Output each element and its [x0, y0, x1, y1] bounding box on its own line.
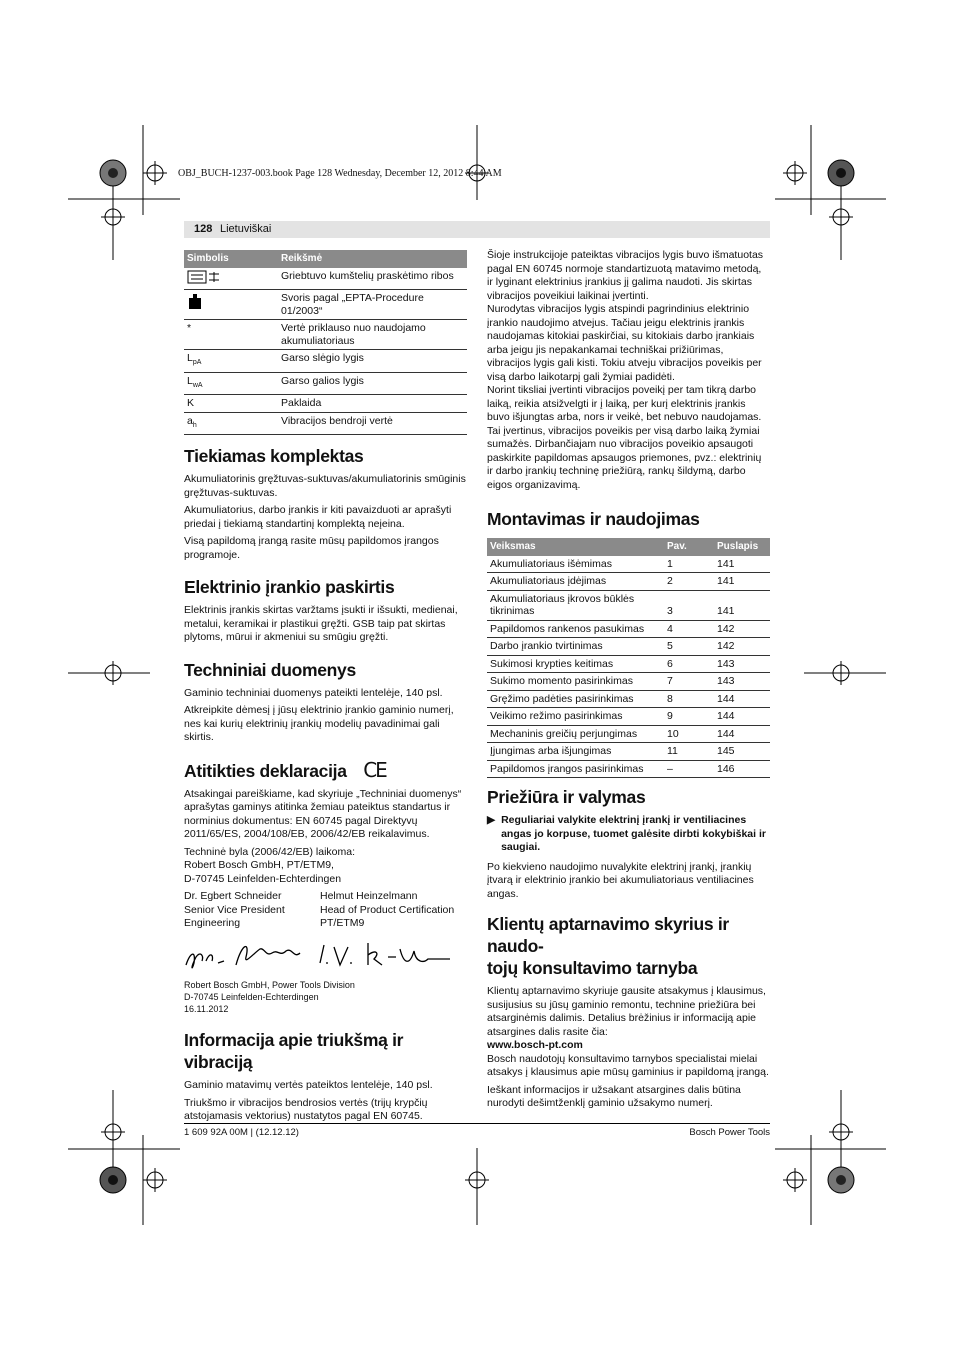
- section-triuksmas: Informacija apie triukšmą ir vibraciją Gaminio matavimų vertės pateiktos lentelėje, 140 psl. Triukšmo ir vibracijos bendrosios vertės (trijų krypčių atstojamasis vektorius) nustatytos pagal EN 60745.: [184, 1029, 467, 1124]
- table-row: Darbo įrankio tvirtinimas 5 142: [487, 638, 770, 656]
- print-header: OBJ_BUCH-1237-003.book Page 128 Wednesday, December 12, 2012 8:44 AM: [178, 168, 502, 179]
- table-row: Papildomos rankenos pasukimas 4 142: [487, 620, 770, 638]
- table-row: Mechaninis greičių perjungimas 10 144: [487, 725, 770, 743]
- table-row: Akumuliatoriaus įdėjimas 2 141: [487, 573, 770, 591]
- arrow-right-icon: ▶: [487, 814, 496, 826]
- section-tiekiamas: Tiekiamas komplektas Akumuliatorinis gręžtuvas-suktuvas/akumuliatorinis smūginis gręžtuvas-suktuvas. Akumuliatorius, darbo įrankis ir kiti pavaizduoti ar aprašyti priedai į tiekiamą standartinį komplektą neįeina. Visą papildomą įrangą rasite mūsų papildomos įrangos programoje.: [184, 446, 466, 561]
- table-header: Simbolis: [184, 250, 278, 268]
- footer-rule: [184, 1123, 770, 1124]
- chuck-jaw-icon: [187, 270, 221, 284]
- section-title: Elektrinio įrankio paskirtis: [184, 577, 395, 598]
- section-title: Montavimas ir naudojimas: [487, 509, 700, 529]
- section-title: Klientų aptarnavimo skyrius ir naudo- tojų konsultavimo tarnyba: [487, 914, 729, 978]
- section-klientu: Klientų aptarnavimo skyrius ir naudo- tojų konsultavimo tarnyba Klientų aptarnavimo skyriuje gausite atsakymus į klausimus, susijusius su jūsų gaminio remontu, technine priežiūra bei atsarginėmis dalimis. Detalius brėžinius ir informaciją apie atsargines dalis rasite čia: www.bosch-pt.com Bosch naudotojų konsultavimo tarnybos specialistai mielai atsakys į klausimus apie mūsų gaminius ir papildomą įrangą. Ieškant informacijos ir užsakant atsargines dalis būtina nurodyti dešimtženklį gaminio užsakymo numerį.: [487, 914, 769, 1109]
- table-row: * Vertė priklauso nuo naudojamo akumuliatoriaus: [184, 320, 467, 350]
- ce-mark-icon: CE: [363, 757, 386, 782]
- table-row: Svoris pagal „EPTA-Procedure 01/2003“: [184, 290, 467, 320]
- footer-right: Bosch Power Tools: [689, 1127, 770, 1138]
- section-atitikties: Atitikties deklaracija CE Atsakingai pareiškiame, kad skyriuje „Techniniai duomenys“ aprašytas gaminys atitinka žemiau pateiktus standartus ir norminius dokumentus: EN 60745 pagal Direktyvų 2011/65/ES, 2004/108/EB, 2006/42/EB reikalavimus. Techninė byla (2006/42/EB) laikoma: Robert Bosch GmbH, PT/ETM9, D-70745 Leinfelden-Echterdingen Dr. Egbert Schneider Senior Vice President Engineering Helmut Heinzelmann Head of Product Certification PT/ETM9 Robert Bosch GmbH, Power Tools Division D-70745 Leinfelden-Echterdingen 16.11.2012: [184, 759, 467, 1016]
- section-title: Techniniai duomenys: [184, 659, 356, 680]
- section-title: Informacija apie triukšmą ir vibraciją: [184, 1030, 404, 1073]
- page-number: 128: [194, 223, 213, 235]
- table-row: Įjungimas arba išjungimas 11 145: [487, 743, 770, 761]
- website-link[interactable]: www.bosch-pt.com: [487, 1039, 583, 1051]
- table-row: Akumuliatoriaus įkrovos būklės tikrinimas 3 141: [487, 590, 770, 620]
- symbol-table: [184, 250, 467, 435]
- table-header: Reikšmė: [278, 250, 467, 268]
- table-row: Papildomos įrangos pasirinkimas – 146: [487, 760, 770, 778]
- operations-table: [487, 538, 770, 778]
- table-header: Puslapis: [714, 538, 770, 556]
- section-title: Tiekiamas komplektas: [184, 446, 364, 467]
- section-prieziura: Priežiūra ir valymas ▶ Reguliariai valykite elektrinį įrankį ir ventiliacines angas jo korpuse, tuomet galėsite dirbti kokybiškai ir saugiai. Po kiekvieno naudojimo nuvalykite elektrinį įrankį, įrankių įtvarą ir elektrinio įrankio bei akumuliatoriaus ventiliacines angas.: [487, 786, 770, 901]
- section-techniniai: Techniniai duomenys Gaminio techniniai duomenys pateikti lentelėje, 140 psl. Atkreipkite dėmesį į jūsų elektrinio įrankio gaminio numerį, nes kai kurių elektrinių įrankių modelių pavadinimai gali skirtis.: [184, 659, 467, 745]
- table-row: Akumuliatoriaus išėmimas 1 141: [487, 556, 770, 573]
- section-title: Priežiūra ir valymas: [487, 787, 646, 807]
- table-row: $L_{wA}$ Garso galios lygis: [184, 372, 467, 395]
- section-title: Atitikties deklaracija CE: [184, 757, 386, 782]
- table-row: Griebtuvo kumštelių praskėtimo ribos: [184, 268, 467, 290]
- page-header-bar: [184, 221, 770, 238]
- table-header: Veiksmas: [487, 538, 664, 556]
- signatures-icon: [184, 935, 454, 975]
- right-column: Šioje instrukcijoje pateiktas vibracijos lygis buvo išmatuotas pagal EN 60745 normoje standartizuotą matavimo metodą, ir lyginant elektrinius įrankius jį galima naudoti. Jis skirtas vibracijos poveikiui laikinai įvertinti. Nurodytas vibracijos lygis atspindi pagrindinius elektrinio įrankio naudojimo atvejus. Tačiau jeigu elektrinis įrankis naudojamas kitokiai paskirčiai, su kitokiais darbo įrankiais arba jeigu jis nepakankamai techniškai prižiūrimas, vibracijos lygis gali kisti. Tokiu atveju vibracijos poveikis per visą darbo laikotarpį gali žymiai padidėti. Norint tiksliai įvertinti vibracijos poveikį per tam tikrą darbo laiką, reikia atsižvelgti ir į laiką, per kurį elektrinis įrankis buvo išjungtas arba, nors ir veikė, bet nebuvo naudojamas. Tai įvertinus, vibracijos poveikis per visą darbo laiką žymiai sumažės. Dirbančiajam nuo vibracijos poveikio apsaugoti paskirkite papildomas apsaugos priemones, pvz.: elektrinių ir darbo įrankių techninę priežiūrą, rankų šildymą, darbo eigos organizavimą. Montavimas ir naudojimas Veiksmas Pav. Puslapis Akumuliatoriaus išėmimas 1 141 Akumuliatoriaus įdėjimas 2 141 Akumuliatoriaus įkrovos būklės tikrinimas 3 141 Papildomos rankenos pasukimas 4 142 Darbo įrankio tvirtinimas 5 142 Sukimosi krypties keitimas 6 143 Sukimo momento pasirinkimas 7 143 Gręžimo padėties pasirinkimas 8 144 Veikimo režimo pasirinkimas 9 144 Mechaninis greičių perjungimas 10 144 Įjungimas arba išjungimas 11 145 Papildomos įrangos pasirinkimas – 146 Priežiūra ir valymas ▶ Reguliariai valykite elektrinį įrankį ir ventiliacines angas jo korpuse, tuomet galėsite dirbti kokybiškai ir saugiai. Po kiekvieno naudojimo nuvalykite elektrinį įrankį, įrankių įtvarą ir elektrinio įrankio bei akumuliatoriaus ventiliacines angas. Klientų aptarnavimo skyrius ir naudo- tojų konsultavimo tarnyba Klientų aptarnavimo skyriuje gausite atsakymus į klausimus, susijusius su jūsų gaminio remontu, technine priežiūra bei atsarginėmis dalimis. Detalius brėžinius ir informaciją apie atsargines dalis rasite čia: www.bosch-pt.com Bosch naudotojų konsultavimo tarnybos specialistai mielai atsakys į klausimus apie mūsų gaminius ir papildomą įrangą. Ieškant informacijos ir užsakant atsargines dalis būtina nurodyti dešimtženklį gaminio užsakymo numerį.: [487, 249, 769, 1109]
- table-row: Sukimo momento pasirinkimas 7 143: [487, 673, 770, 691]
- footer-left: 1 609 92A 00M | (12.12.12): [184, 1127, 299, 1138]
- table-row: Gręžimo padėties pasirinkimas 8 144: [487, 690, 770, 708]
- section-montavimas: [487, 508, 770, 778]
- table-row: Veikimo režimo pasirinkimas 9 144: [487, 708, 770, 726]
- table-row: $L_{pA}$ Garso slėgio lygis: [184, 350, 467, 373]
- weight-icon: [187, 292, 203, 310]
- table-row: $a_h$ Vibracijos bendroji vertė: [184, 412, 467, 435]
- table-row: K Paklaida: [184, 395, 467, 413]
- page-language: Lietuviškai: [220, 223, 272, 235]
- table-header: Pav.: [664, 538, 714, 556]
- table-row: Sukimosi krypties keitimas 6 143: [487, 655, 770, 673]
- left-column: [184, 250, 467, 1128]
- section-paskirtis: Elektrinio įrankio paskirtis Elektrinis įrankis skirtas varžtams įsukti ir išsukti, medienai, metalui, keramikai ir plastikui gręžti. GSB taip pat skirtas plytoms, mūrui ir akmeniui su smūgiu gręžti.: [184, 576, 467, 645]
